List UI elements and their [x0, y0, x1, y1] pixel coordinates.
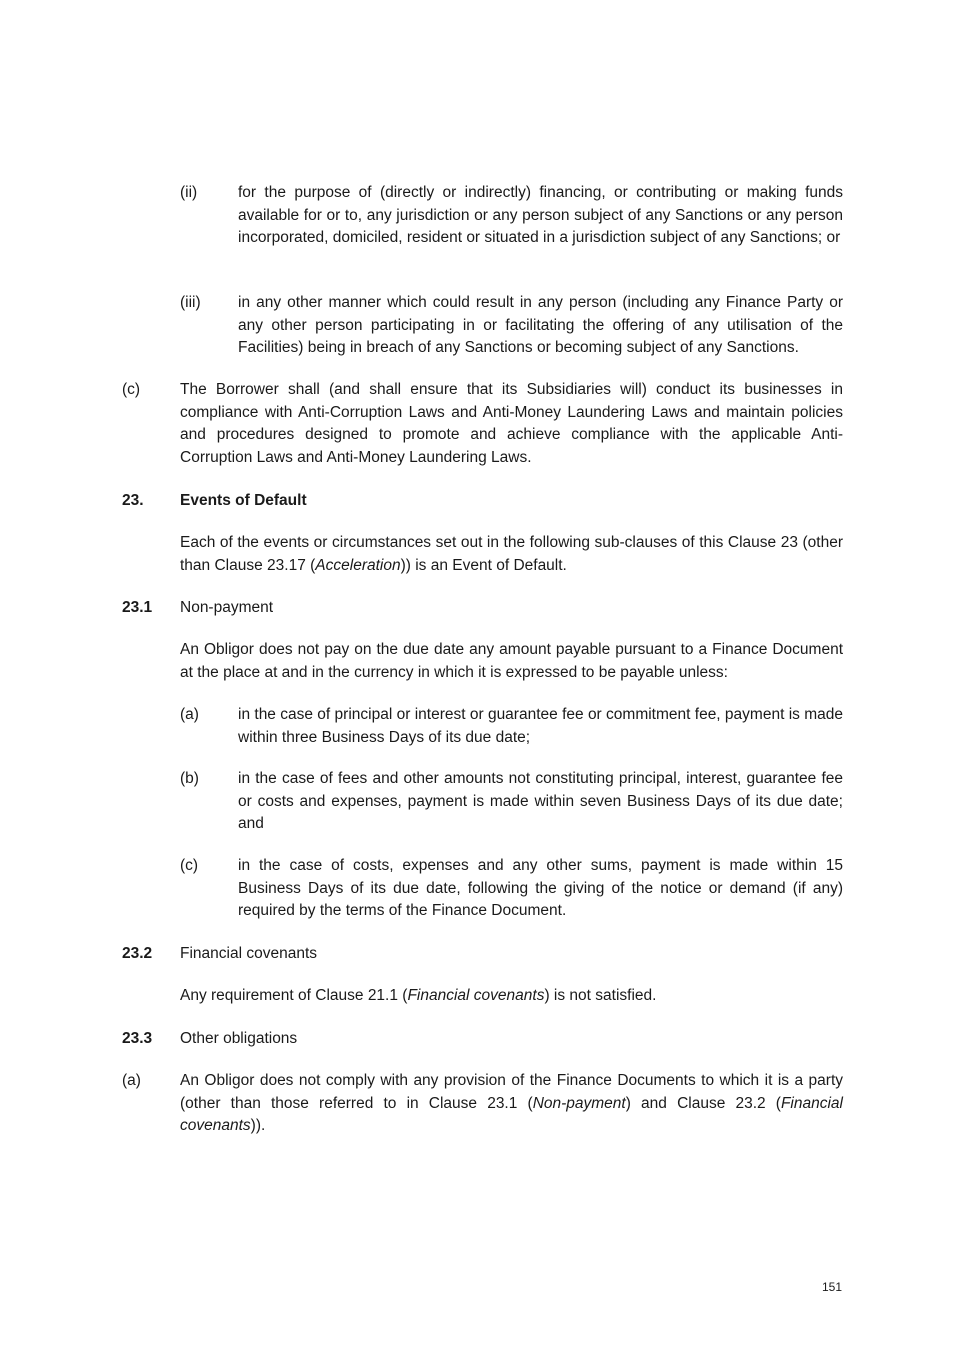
clause-23-2-text: Any requirement of Clause 21.1 (Financial covenants) is not satisfied. — [180, 987, 657, 1004]
clause-23-1-a-text: in the case of principal or interest or guarantee fee or commitment fee, payment is made within three Business Days of its due date; — [238, 706, 843, 746]
page-number: 151 — [822, 1280, 843, 1294]
clause-23-1-b-label: (b) — [180, 770, 199, 787]
clause-23-1-c-text: in the case of costs, expenses and any other sums, payment is made within 15 Business Days of its due date, following the giving of the notice or demand (if any) required by the terms of the Finance Document. — [238, 857, 843, 919]
item-label-ii: (ii) — [180, 184, 198, 201]
clause-23-3-a-text: An Obligor does not comply with any provision of the Finance Documents to which it is a party (other than those referred to in Clause 23.1 (Non-payment) and Clause 23.2 (Financial covenants)). — [180, 1072, 843, 1134]
clause-23-2-title: Financial covenants — [180, 945, 317, 962]
item-label-c-top: (c) — [122, 381, 141, 398]
item-text-ii: for the purpose of (directly or indirectly) financing, or contributing or making funds available for or to, any jurisdiction or any person subject of any Sanctions or any person incorporated, domiciled, resident or situated in a jurisdiction subject of any Sanctions; or — [238, 184, 843, 246]
clause-23-3-title: Other obligations — [180, 1030, 298, 1047]
clause-23-2-number: 23.2 — [122, 945, 153, 962]
clause-23-1-a-label: (a) — [180, 706, 199, 723]
item-label-iii: (iii) — [180, 294, 201, 311]
clause-23-1-b-text: in the case of fees and other amounts not constituting principal, interest, guarantee fee or costs and expenses, payment is made within seven Business Days of its due date; and — [238, 770, 843, 832]
clause-23-3-a-label: (a) — [122, 1072, 141, 1089]
clause-23-1-title: Non-payment — [180, 599, 274, 616]
clause-23-3-number: 23.3 — [122, 1030, 153, 1047]
clause-23-title: Events of Default — [180, 492, 307, 509]
clause-23-intro: Each of the events or circumstances set out in the following sub-clauses of this Clause 23 (other than Clause 23.17 (Acceleration)) is an Event of Default. — [180, 534, 843, 574]
clause-23-1-intro: An Obligor does not pay on the due date any amount payable pursuant to a Finance Document at the place at and in the currency in which it is expressed to be payable unless: — [180, 641, 843, 681]
clause-23-1-c-label: (c) — [180, 857, 199, 874]
clause-23-number: 23. — [122, 492, 144, 509]
item-text-iii: in any other manner which could result in any person (including any Finance Party or any other person participating in or facilitating the offering of any utilisation of the Facilities) being in breach of any Sanctions or becoming subject of any Sanctions. — [238, 294, 843, 356]
item-text-c-top: The Borrower shall (and shall ensure that its Subsidiaries will) conduct its businesses in compliance with Anti-Corruption Laws and Anti-Money Laundering Laws and maintain policies and procedures designed to promote and achieve compliance with the applicable Anti-Corruption Laws and Anti-Money Laundering Laws. — [180, 381, 843, 466]
clause-23-1-number: 23.1 — [122, 599, 153, 616]
